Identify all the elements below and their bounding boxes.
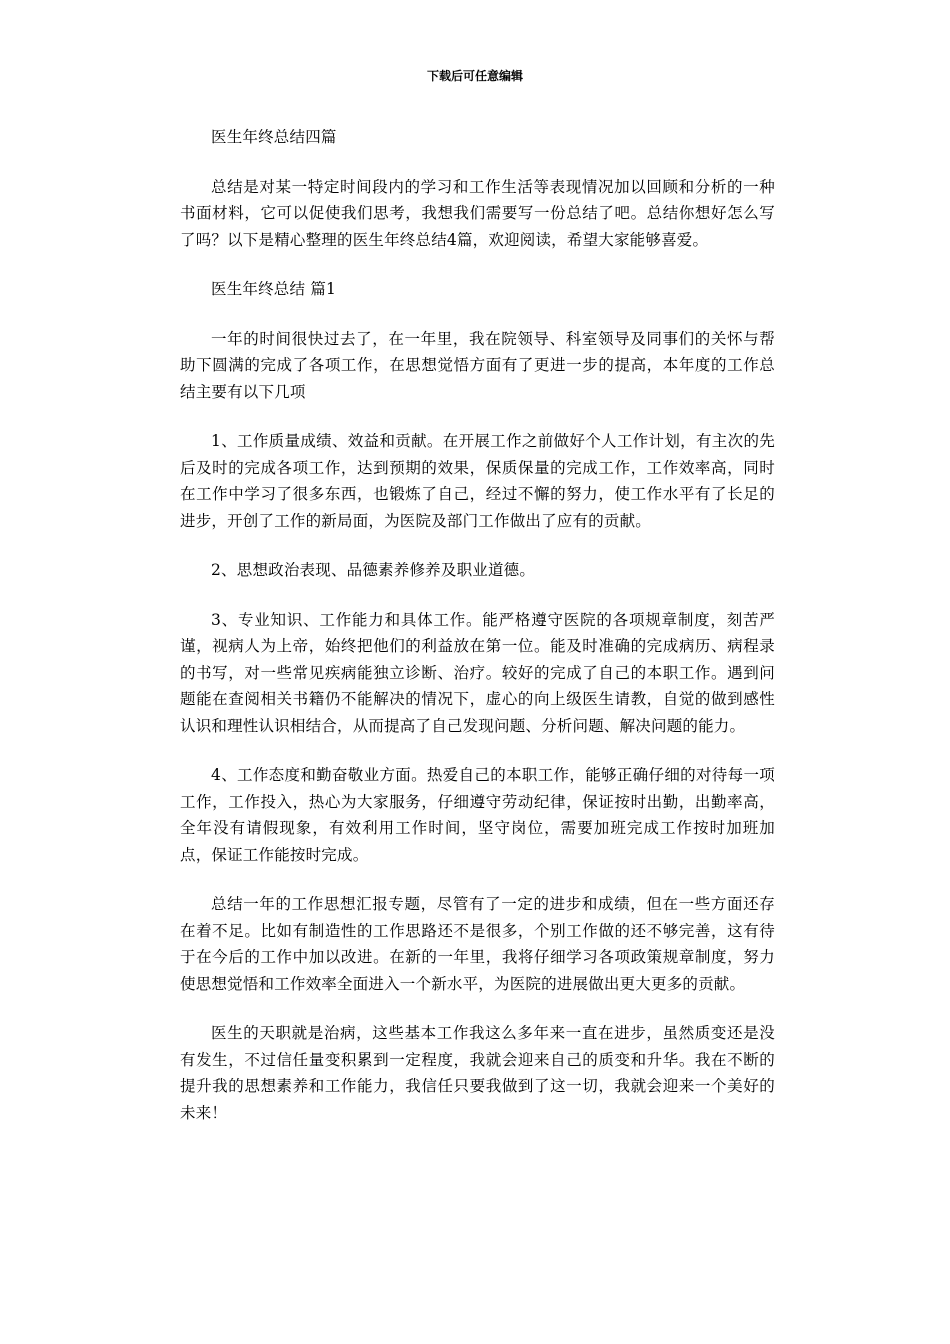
document-title: 医生年终总结四篇: [211, 128, 337, 146]
section-title: 医生年终总结 篇1: [211, 280, 337, 298]
body-paragraph: 总结一年的工作思想汇报专题，尽管有了一定的进步和成绩，但在一些方面还存在着不足。比如有制造性的工作思路还不是很多，个别工作做的还不够完善，这有待于在今后的工作中加以改进。在新的一年里，我将仔细学习各项政策规章制度，努力使思想觉悟和工作效率全面进入一个新水平，为医院的进展做出更大更多的贡献。: [180, 895, 775, 993]
document-body: [180, 124, 775, 1149]
body-paragraph: 3、专业知识、工作能力和具体工作。能严格遵守医院的各项规章制度，刻苦严谨，视病人为上帝，始终把他们的利益放在第一位。能及时准确的完成病历、病程录的书写，对一些常见疾病能独立诊断、治疗。较好的完成了自己的本职工作。遇到问题能在查阅相关书籍仍不能解决的情况下，虚心的向上级医生请教，自觉的做到感性认识和理性认识相结合，从而提高了自己发现问题、分析问题、解决问题的能力。: [180, 610, 775, 735]
body-paragraph: 4、工作态度和勤奋敬业方面。热爱自己的本职工作，能够正确仔细的对待每一项工作，工作投入，热心为大家服务，仔细遵守劳动纪律，保证按时出勤，出勤率高，全年没有请假现象，有效利用工作时间，坚守岗位，需要加班完成工作按时加班加点，保证工作能按时完成。: [180, 766, 775, 864]
body-paragraph: 一年的时间很快过去了，在一年里，我在院领导、科室领导及同事们的关怀与帮助下圆满的完成了各项工作，在思想觉悟方面有了更进一步的提高，本年度的工作总结主要有以下几项: [180, 329, 775, 401]
body-paragraph: 2、思想政治表现、品德素养修养及职业道德。: [211, 561, 536, 579]
editable-notice: 下载后可任意编辑: [426, 69, 523, 83]
intro-paragraph: 总结是对某一特定时间段内的学习和工作生活等表现情况加以回顾和分析的一种书面材料，它可以促使我们思考，我想我们需要写一份总结了吧。总结你想好怎么写了吗？以下是精心整理的医生年终总结4篇，欢迎阅读，希望大家能够喜爱。: [180, 177, 775, 249]
body-paragraph: 1、工作质量成绩、效益和贡献。在开展工作之前做好个人工作计划，有主次的先后及时的完成各项工作，达到预期的效果，保质保量的完成工作，工作效率高，同时在工作中学习了很多东西，也锻炼了自己，经过不懈的努力，使工作水平有了长足的进步，开创了工作的新局面，为医院及部门工作做出了应有的贡献。: [180, 432, 775, 530]
body-paragraph: 医生的天职就是治病，这些基本工作我这么多年来一直在进步，虽然质变还是没有发生，不过信任量变积累到一定程度，我就会迎来自己的质变和升华。我在不断的提升我的思想素养和工作能力，我信任只要我做到了这一切，我就会迎来一个美好的未来！: [180, 1024, 775, 1122]
